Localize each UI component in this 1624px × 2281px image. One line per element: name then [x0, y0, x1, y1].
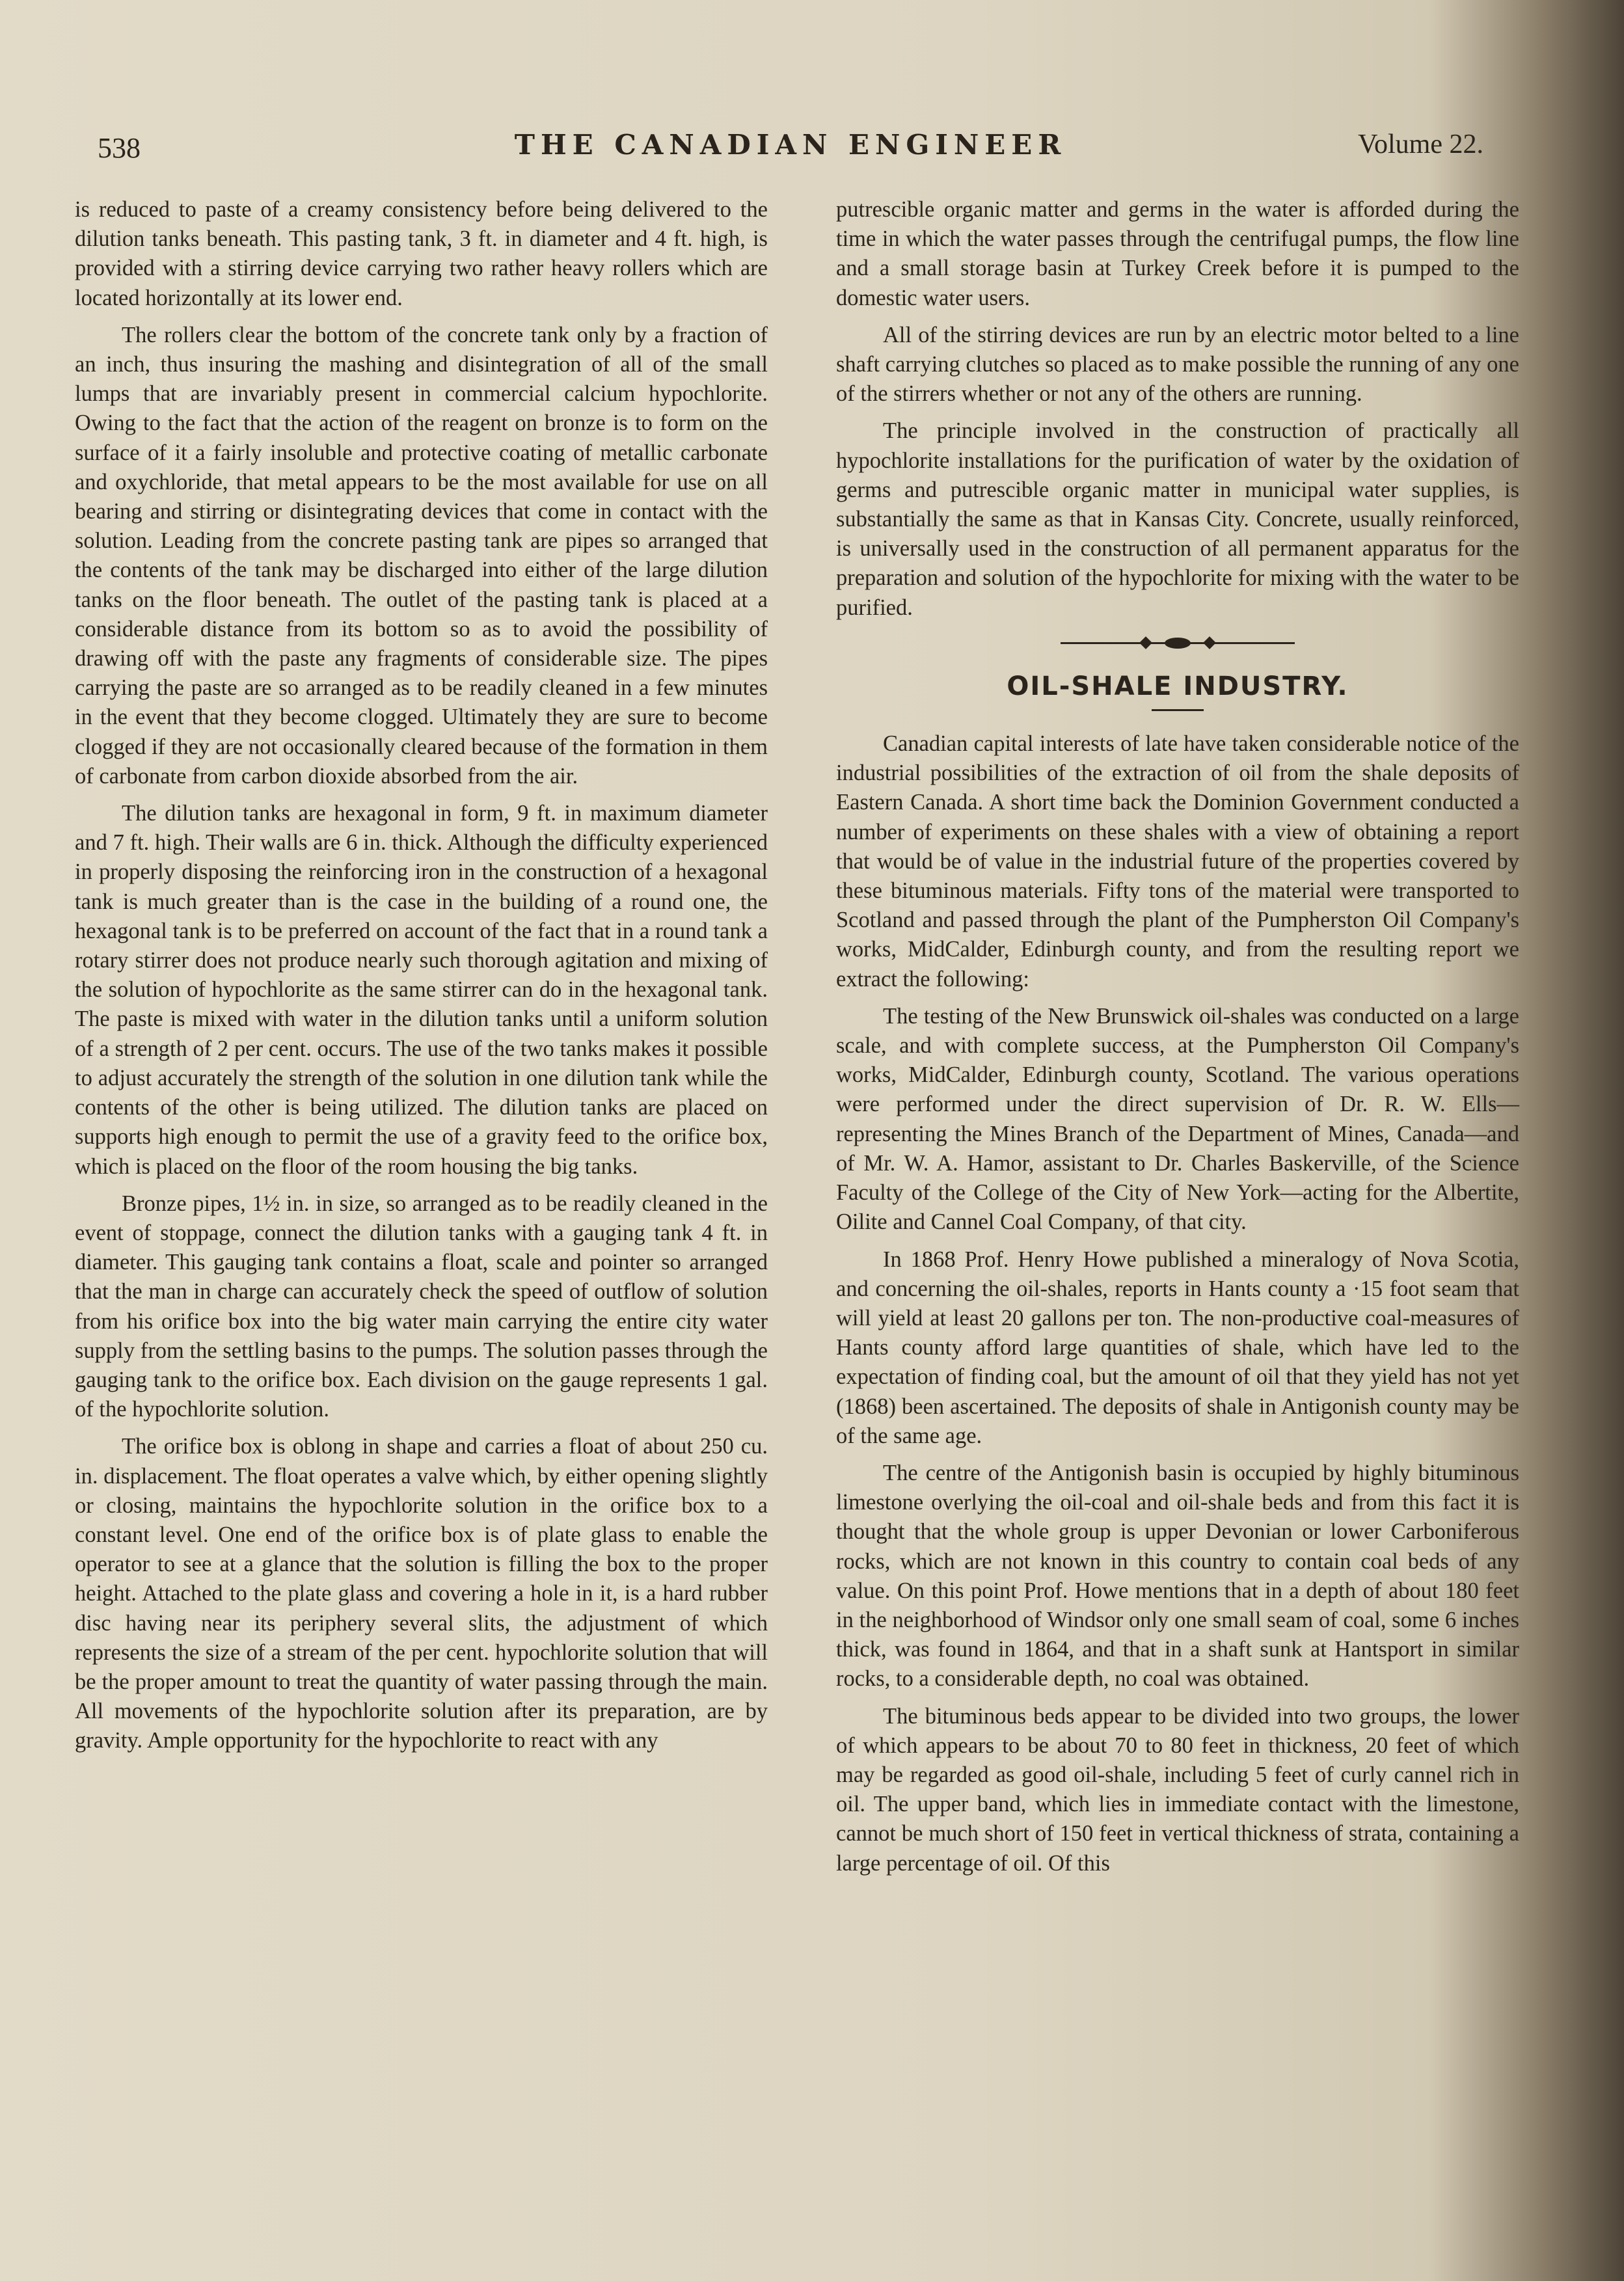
section-title: OIL-SHALE INDUSTRY.	[1007, 671, 1349, 701]
paragraph: Canadian capital interests of late have taken considerable notice of the industrial possibilities of the extraction of oil from the shale deposits of Eastern Canada. A short time back the Dominion Government conducted a number of experiments on these shales with a view of obtaining a report that would be of value in the industrial future of the properties covered by these bituminous materials. Fifty tons of the material were transported to Scotland and passed through the plant of the Pumpherston Oil Company's works, MidCalder, Edinburgh county, and from the resulting report we extract the following:	[836, 731, 1519, 992]
paragraph: The rollers clear the bottom of the concrete tank only by a fraction of an inch, thus insuring the mashing and disintegration of all of the small lumps that are invariably present in commercial calcium hypochlorite. Owing to the fact that the action of the reagent on bronze is to form on the surface of it a fairly insoluble and protective coating of metallic carbonate and oxychloride, that metal appears to be the most available for use on all bearing and stirring or disintegrating devices that come in contact with the solution. Leading from the concrete pasting tank are pipes so arranged that the contents of the tank may be discharged into either of the large dilution tanks on the floor beneath. The outlet of the pasting tank is placed at a considerable distance from its bottom so as to avoid the possibility of drawing off with the paste any fragments of considerable size. The pipes carrying the paste are so arranged as to be readily cleaned in a few minutes in the event that they become clogged. Ultimately they are sure to become clogged if they are not occasionally cleared because of the formation in them of carbonate from carbon dioxide absorbed from the air.	[75, 322, 768, 789]
paragraph: In 1868 Prof. Henry Howe published a mineralogy of Nova Scotia, and concerning the oil-shales, reports in Hants county a ·15 foot seam that will yield at least 20 gallons per ton. The non-productive coal-measures of Hants county afford large quantities of shale, which have led to the expectation of finding coal, but the amount of oil that they yield has not yet (1868) been ascertained. The deposits of shale in Antigonish county may be of the same age.	[836, 1247, 1519, 1448]
paragraph: putrescible organic matter and germs in the water is afforded during the time in which the water passes through the centrifugal pumps, the flow line and a small storage basin at Turkey Creek before it is pumped to the domestic water users.	[836, 197, 1519, 310]
paragraph: is reduced to paste of a creamy consistency before being delivered to the dilution tanks beneath. This pasting tank, 3 ft. in diameter and 4 ft. high, is provided with a stirring device carrying two rather heavy rollers which are located horizontally at its lower end.	[75, 197, 768, 310]
journal-title: THE CANADIAN ENGINEER	[514, 129, 1067, 161]
paragraph: Bronze pipes, 1½ in. in size, so arranged as to be readily cleaned in the event of stoppage, connect the dilution tanks with a gauging tank 4 ft. in diameter. This gauging tank contains a float, scale and pointer so arranged that the man in charge can accurately check the speed of outflow of solution from his orifice box into the big water main carrying the entire city water supply from the settling basins to the pumps. The solution passes through the gauging tank to the orifice box. Each division on the gauge represents 1 gal. of the hypochlorite solution.	[75, 1191, 768, 1422]
paragraph: The orifice box is oblong in shape and carries a float of about 250 cu. in. displacement. The float operates a valve which, by either opening slightly or closing, maintains the hypochlorite solution in the orifice box to a constant level. One end of the orifice box is of plate glass to enable the operator to see at a glance that the solution is filling the box to the proper height. Attached to the plate glass and covering a hole in it, is a hard rubber disc having near its periphery several slits, the adjustment of which represents the size of a stream of the per cent. hypochlorite solution that will be the proper amount to treat the quantity of water passing through the main. All movements of the hypochlorite solution after its preparation, are by gravity. Ample opportunity for the hypochlorite to react with any	[75, 1434, 768, 1753]
section-divider-ornament	[1061, 636, 1295, 651]
paragraph: The dilution tanks are hexagonal in form, 9 ft. in maximum diameter and 7 ft. high. Their walls are 6 in. thick. Although the difficulty experienced in properly disposing the reinforcing iron in the construction of a hexagonal tank is much greater than is the case in the building of a round one, the hexagonal tank is to be preferred on account of the fact that in a round tank a rotary stirrer does not produce nearly such thorough agitation and mixing of the solution of hypochlorite as the same stirrer can do in the hexagonal tank. The paste is mixed with water in the dilution tanks until a uniform solution of a strength of 2 per cent. occurs. The use of the two tanks makes it possible to adjust accurately the strength of the solution in one dilution tank while the contents of the other is being utilized. The dilution tanks are placed on supports high enough to permit the use of a gravity feed to the orifice box, which is placed on the floor of the room housing the big tanks.	[75, 801, 768, 1179]
title-rule	[1152, 709, 1204, 711]
volume-label: Volume 22.	[1358, 129, 1483, 159]
paragraph: All of the stirring devices are run by an electric motor belted to a line shaft carrying clutches so placed as to make possible the running of any one of the stirrers whether or not any of the others are running.	[836, 322, 1519, 407]
paragraph: The principle involved in the construction of practically all hypochlorite installations for the purification of water by the oxidation of germs and putrescible organic matter in municipal water supplies, is substantially the same as that in Kansas City. Concrete, usually reinforced, is universally used in the construction of all permanent apparatus for the preparation and solution of the hypochlorite for mixing with the water to be purified.	[836, 418, 1519, 620]
page-number: 538	[98, 132, 141, 164]
left-column	[75, 195, 768, 1764]
paragraph: The centre of the Antigonish basin is occupied by highly bituminous limestone overlying the oil-coal and oil-shale beds and from this fact it is thought that the whole group is upper Devonian or lower Carboniferous rocks, which are not known in this country to contain coal beds of any value. On this point Prof. Howe mentions that in a depth of about 180 feet in the neighborhood of Windsor only one small seam of coal, some 6 inches thick, was found in 1864, and that in a shaft sunk at Hantsport in similar rocks, to a considerable depth, no coal was obtained.	[836, 1460, 1519, 1692]
paragraph: The bituminous beds appear to be divided into two groups, the lower of which appears to be about 70 to 80 feet in thickness, 20 feet of which may be regarded as good oil-shale, including 5 feet of curly cannel rich in oil. The upper band, which lies in immediate contact with the limestone, cannot be much short of 150 feet in vertical thickness of strata, containing a large percentage of oil. Of this	[836, 1703, 1519, 1876]
paragraph: The testing of the New Brunswick oil-shales was conducted on a large scale, and with complete success, at the Pumpherston Oil Company's works, MidCalder, Edinburgh county, Scotland. The various operations were performed under the direct supervision of Dr. R. W. Ells—representing the Mines Branch of the Department of Mines, Canada—and of Mr. W. A. Hamor, assistant to Dr. Charles Baskerville, of the Science Faculty of the College of the City of New York—acting for the Albertite, Oilite and Cannel Coal Company, of that city.	[836, 1003, 1519, 1235]
page-header	[98, 125, 1483, 170]
right-column	[836, 195, 1519, 1886]
